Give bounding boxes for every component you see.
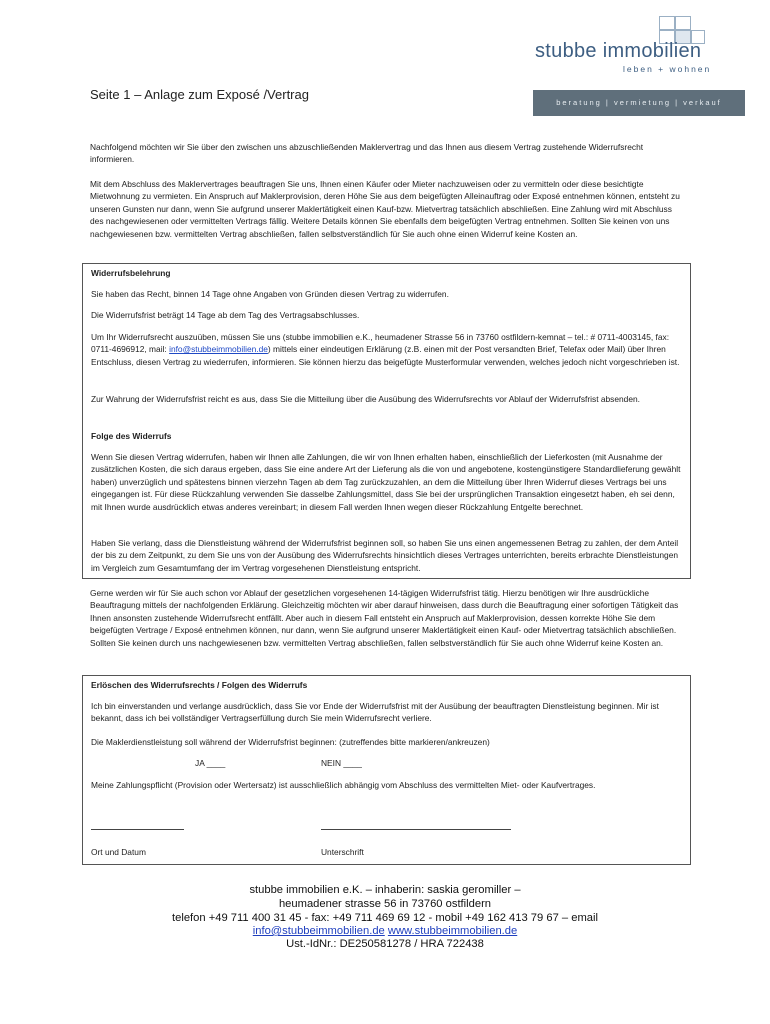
footer-links [0,925,770,938]
logo-tagline: leben + wohnen [623,64,712,74]
belehrung-paragraph-3 [91,331,681,368]
widerrufsbelehrung-box [82,263,691,579]
intro-paragraph-1: Nachfolgend möchten wir Sie über den zwischen uns abzuschließenden Maklervertrag und das Ihnen aus diesem Vertrag zustehende Widerrufsrecht informieren. [90,142,644,165]
intro-paragraph-2: Mit dem Abschluss des Maklervertrages beauftragen Sie uns, Ihnen einen Käufer oder Mieter nachzuweisen oder zu vermitteln oder diese besichtigte Mietwohnung zu vermieten. Ein Anspruch auf Maklerprovision, deren Höhe Sie aus dem beigefügten Alleinauftrag oder Exposé entnehmen können, entsteht zu unseren Gunsten nur dann, wenn Sie aufgrund unserer Maklertätigkeit einen Kauf-bzw. Mietvertrag tatsächlich abschließen. Eine Zahlung wird mit Abschluss des nachgewiesenen oder vermittelten Vertrags fällig. Weitere Details können Sie ebenfalls dem beigefügten Vertrag entnehmen. Sollten Sie keinen von uns nachgewiesenen bzw. vermittelten Vertrag abschließen, fallen selbstverständlich für Sie auch ohne einen Widerruf keine Kosten an. [90,179,680,239]
erloeschen-paragraph-2: Die Maklerdienstleistung soll während der Widerrufsfrist beginnen: (zutreffendes bitte markieren/ankreuzen) [91,737,490,747]
ort-datum-line[interactable] [91,829,184,830]
ort-datum-label: Ort und Datum [91,847,146,857]
signature-line[interactable] [321,829,511,830]
footer-web-link[interactable]: www.stubbeimmobilien.de [387,925,518,937]
services-bar: beratung | vermietung | verkauf [533,90,745,116]
unterschrift-label: Unterschrift [321,847,364,857]
footer-email-link[interactable]: info@stubbeimmobilien.de [252,925,385,937]
erloeschen-heading: Erlöschen des Widerrufsrechts / Folgen des Widerrufs [91,680,308,690]
belehrung-paragraph-2: Die Widerrufsfrist beträgt 14 Tage ab dem Tag des Vertragsabschlusses. [91,310,360,320]
belehrung-email-link[interactable]: info@stubbeimmobilien.de [169,344,268,355]
page-title: Seite 1 – Anlage zum Exposé /Vertrag [90,87,309,102]
belehrung-paragraph-4: Zur Wahrung der Widerrufsfrist reicht es aus, dass Sie die Mitteilung über die Ausübung des Widerrufsrechts vor Ablauf der Widerrufsfrist absenden. [91,394,640,404]
belehrung-heading: Widerrufsbelehrung [91,268,171,278]
company-logo [535,14,735,74]
folge-heading: Folge des Widerrufs [91,431,172,441]
footer-address: heumadener strasse 56 in 73760 ostfildern [278,898,492,910]
erloeschen-paragraph-1: Ich bin einverstanden und verlange ausdrücklich, dass Sie vor Ende der Widerrufsfrist mit der Ausübung der beauftragten Dienstleistung beginnen. Mir ist bekannt, dass ich bei vollständiger Vertragserfüllung durch Sie mein Widerrufsrecht verliere. [91,701,659,724]
belehrung-p3-text-a: Um Ihr Widerrufsrecht auszuüben, müssen Sie uns (stubbe immobilien e.K., heumadener Strasse 56 in 73760 ostfildern-kemnat – tel.: # 0711-4003145, fax: 0711-4696912, mail: [91,332,670,355]
footer-tax-id: Ust.-IdNr.: DE250581278 / HRA 722438 [286,938,484,950]
ja-checkbox[interactable]: JA ____ [195,758,226,768]
logo-brand: stubbe immobilien [535,40,702,62]
erloeschen-box [82,675,691,865]
belehrung-p3-text-b: ) mittels einer eindeutigen Erklärung (z.B. einen mit der Post versandten Brief, Telefax oder Mail) über Ihren Entschluss, diesen Vertrag zu wiederrufen, informieren. Sie können hierzu das beigefügte Musterformular verwenden, welches jedoch nicht vorgeschrieben ist. [91,344,680,367]
middle-paragraph: Gerne werden wir für Sie auch schon vor Ablauf der gesetzlichen vorgesehenen 14-tägigen Widerrufsfrist tätig. Hierzu benötigen wir Ihre ausdrückliche Beauftragung mittels der nachfolgenden Erklärung. Gleichzeitig möchten wir aber darauf hinweisen, dass durch die Beauftragung einer sofortigen Tätigkeit das Ihnen ansonsten zustehende Widerrufsrecht entfällt. Aber auch in diesem Fall entsteht ein Anspruch auf Maklerprovision, dessen korrekte Höhe Sie dem beigefügten Vertrage / Exposé entnehmen können, nur dann, wenn Sie aufgrund unserer Maklertätigkeit einen Kauf- oder Mietvertrag tatsächlich abschließen. Sollten Sie keinen durch uns nachgewiesenen bzw. vermittelten Vertrag abschließen, fallen selbstverständlich für Sie auch ohne Widerruf keine Kosten an. [90,588,679,648]
belehrung-paragraph-1: Sie haben das Recht, binnen 14 Tage ohne Angaben von Gründen diesen Vertrag zu widerrufen. [91,289,449,299]
belehrung-paragraph-6: Haben Sie verlang, dass die Dienstleistung während der Widerrufsfrist beginnen soll, so haben Sie uns einen angemessenen Betrag zu zahlen, der dem Anteil der bis zu dem Zeitpunkt, zu dem Sie uns von der Ausübung des Widerrufsrechts hinsichtlich dieses Vertrages unterrichten, bereits erbrachte Dienstleistungen im Vergleich zum Gesamtumfang der im Vertrag vorgesehenen Dienstleistung entspricht. [91,538,679,573]
footer-company: stubbe immobilien e.K. – inhaberin: saskia geromiller – [249,884,521,896]
footer-contact: telefon +49 711 400 31 45 - fax: +49 711 469 69 12 - mobil +49 162 413 79 67 – email [172,912,598,924]
belehrung-paragraph-5: Wenn Sie diesen Vertrag widerrufen, haben wir Ihnen alle Zahlungen, die wir von Ihnen erhalten haben, einschließlich der Lieferkosten (mit Ausnahme der zusätzlichen Kosten, die sich daraus ergeben, dass Sie eine andere Art der Lieferung als die von und angebotene, kostengünstigere Standardlieferung gewählt haben) unverzüglich und spätestens binnen vierzehn Tagen ab dem Tag zurückzuzahlen, an dem die Mitteilung über Ihren Widerruf dieses Vertrags bei uns eingegangen ist. Für diese Rückzahlung verwenden Sie dasselbe Zahlungsmittel, dass Sie bei der ursprünglichen Transaktion eingesetzt haben, eh sei denn, mit Ihnen wurde ausdrücklich etwas anderes vereinbart; in diesem Fall werden Ihnen wegen dieser Rückzahlung Entgelte berechnet. [91,452,681,512]
erloeschen-paragraph-3: Meine Zahlungspflicht (Provision oder Wertersatz) ist ausschließlich abhängig vom Abschluss des vermittelten Miet- oder Kaufvertrages. [91,780,596,790]
nein-checkbox[interactable]: NEIN ____ [321,758,362,768]
